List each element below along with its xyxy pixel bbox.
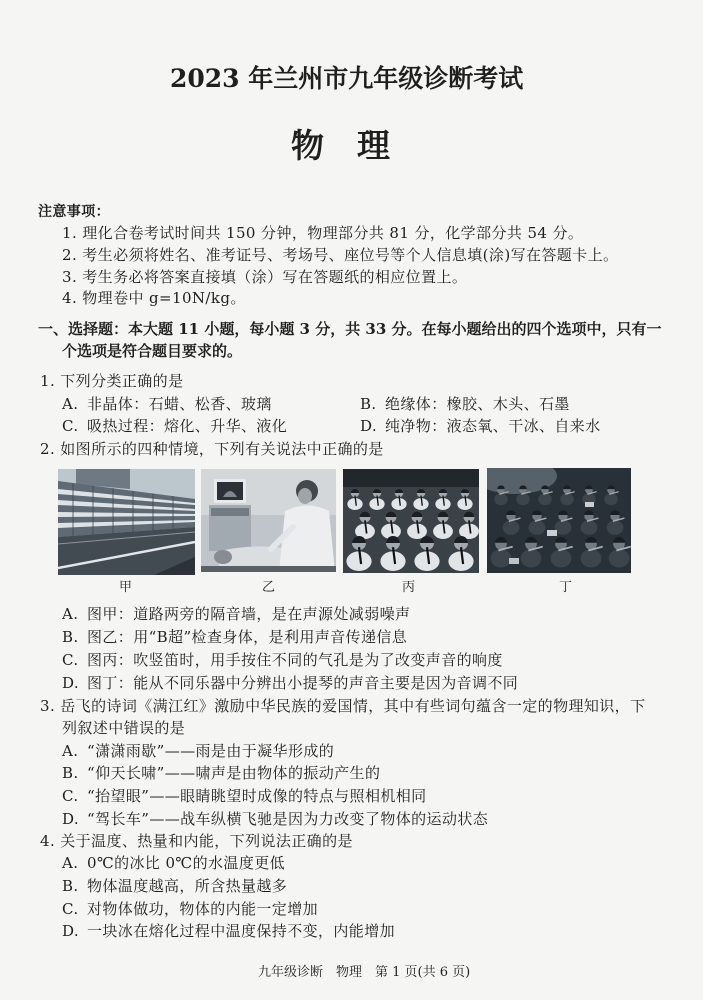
- figure-label-yi: 乙: [262, 580, 276, 595]
- option-label: D.: [62, 922, 80, 940]
- q1-option-d: [360, 416, 601, 436]
- figure-bing: [343, 469, 479, 573]
- option-text: 图丁：能从不同乐器中分辨出小提琴的声音主要是因为音调不同: [87, 674, 519, 692]
- q1-option-a: [62, 394, 272, 414]
- section-heading-line-1: 一、选择题：本大题 11 小题，每小题 3 分，共 33 分。在每小题给出的四个选项中，只有一: [38, 320, 662, 338]
- q3-option-c: [62, 786, 427, 806]
- option-text: “驾长车”——战车纵横飞驰是因为力改变了物体的运动状态: [87, 810, 489, 828]
- subject-title: 物 理: [291, 126, 390, 165]
- option-label: A.: [62, 605, 79, 623]
- music-sheet: [585, 502, 594, 507]
- option-text: 绝缘体：橡胶、木头、石墨: [385, 395, 570, 413]
- floor: [201, 566, 336, 572]
- option-label: C.: [62, 651, 79, 669]
- figure-ding: [487, 468, 631, 573]
- music-sheet: [509, 558, 519, 564]
- notice-item-3: 3. 考生务必将答案直接填（涂）写在答题纸的相应位置上。: [62, 268, 468, 286]
- option-label: C.: [62, 787, 79, 805]
- sound-barrier-road-photo: [58, 469, 195, 575]
- music-sheet: [547, 530, 557, 536]
- option-text: 图丙：吹竖笛时，用手按住不同的气孔是为了改变声音的响度: [87, 651, 503, 669]
- figure-label-bing: 丙: [402, 580, 416, 595]
- notice-item-1: 1. 理化合卷考试时间共 150 分钟，物理部分共 81 分，化学部分共 54 分。: [62, 224, 584, 242]
- q3-stem-line-2: 列叙述中错误的是: [62, 719, 186, 737]
- figure-label-jia: 甲: [119, 580, 133, 595]
- option-text: “抬望眼”——眼睛眺望时成像的特点与照相机相同: [87, 787, 427, 805]
- option-label: D.: [360, 417, 378, 435]
- option-label: A.: [62, 742, 79, 760]
- q3-option-d: [62, 809, 488, 829]
- doctor-coat: [279, 506, 335, 573]
- back-wall: [343, 469, 479, 487]
- option-text: 吸热过程：熔化、升华、液化: [87, 417, 288, 435]
- option-text: 0℃的冰比 0℃的水温度更低: [87, 854, 286, 872]
- option-label: B.: [360, 395, 377, 413]
- b-ultrasound-photo: [201, 469, 336, 572]
- q2-option-a: [62, 604, 410, 624]
- q3-option-a: [62, 741, 334, 761]
- notice-item-2: 2. 考生必须将姓名、准考证号、考场号、座位号等个人信息填(涂)写在答题卡上。: [62, 246, 619, 264]
- option-text: “潇潇雨歇”——雨是由于凝华形成的: [87, 742, 335, 760]
- figure-jia: [58, 469, 195, 575]
- option-text: 一块冰在熔化过程中温度保持不变，内能增加: [87, 922, 396, 940]
- section-heading-line-2: 个选项是符合题目要求的。: [62, 342, 243, 360]
- q2-option-b: [62, 627, 407, 647]
- option-text: 非晶体：石蜡、松香、玻璃: [87, 395, 272, 413]
- option-text: “仰天长啸”——啸声是由物体的振动产生的: [87, 764, 381, 782]
- control-panel: [211, 508, 249, 516]
- option-text: 纯净物：液态氧、干冰、自来水: [385, 417, 601, 435]
- q1-stem: 1. 下列分类正确的是: [40, 372, 184, 390]
- option-label: B.: [62, 628, 79, 646]
- option-label: B.: [62, 764, 79, 782]
- q2-option-d: [62, 673, 518, 693]
- notice-item-4: 4. 物理卷中 g=10N/kg。: [62, 289, 246, 307]
- q3-option-b: [62, 763, 380, 783]
- option-label: A.: [62, 395, 79, 413]
- option-label: D.: [62, 674, 80, 692]
- q4-option-b: [62, 876, 287, 896]
- q4-stem: 4. 关于温度、热量和内能，下列说法正确的是: [40, 832, 353, 850]
- figure-label-ding: 丁: [559, 580, 573, 595]
- q3-stem-line-1: 3. 岳飞的诗词《满江红》激励中华民族的爱国情，其中有些词句蕴含一定的物理知识，下: [40, 697, 646, 715]
- q1-option-b: [360, 394, 570, 414]
- page-footer: 九年级诊断 物理 第 1 页(共 6 页): [258, 965, 471, 980]
- exam-title: 2023 年兰州市九年级诊断考试: [170, 64, 524, 93]
- q4-option-c: [62, 899, 318, 919]
- figure-yi: [201, 469, 336, 572]
- option-text: 图乙：用“B超”检查身体，是利用声音传递信息: [87, 628, 408, 646]
- patient-head: [214, 550, 232, 564]
- q4-option-a: [62, 853, 285, 873]
- notice-heading: 注意事项：: [38, 204, 110, 220]
- q2-stem: 2. 如图所示的四种情境，下列有关说法中正确的是: [40, 440, 384, 458]
- q2-option-c: [62, 650, 503, 670]
- q4-option-d: [62, 921, 395, 941]
- option-label: D.: [62, 810, 80, 828]
- orchestra-photo: [487, 468, 631, 573]
- option-label: B.: [62, 877, 79, 895]
- q1-option-c: [62, 416, 287, 436]
- doctor-face: [298, 488, 312, 504]
- option-text: 物体温度越高，所含热量越多: [87, 877, 288, 895]
- recorder-class-photo: [343, 469, 479, 573]
- option-label: A.: [62, 854, 79, 872]
- option-text: 对物体做功，物体的内能一定增加: [87, 900, 319, 918]
- option-label: C.: [62, 417, 79, 435]
- option-label: C.: [62, 900, 79, 918]
- option-text: 图甲：道路两旁的隔音墙，是在声源处减弱噪声: [87, 605, 411, 623]
